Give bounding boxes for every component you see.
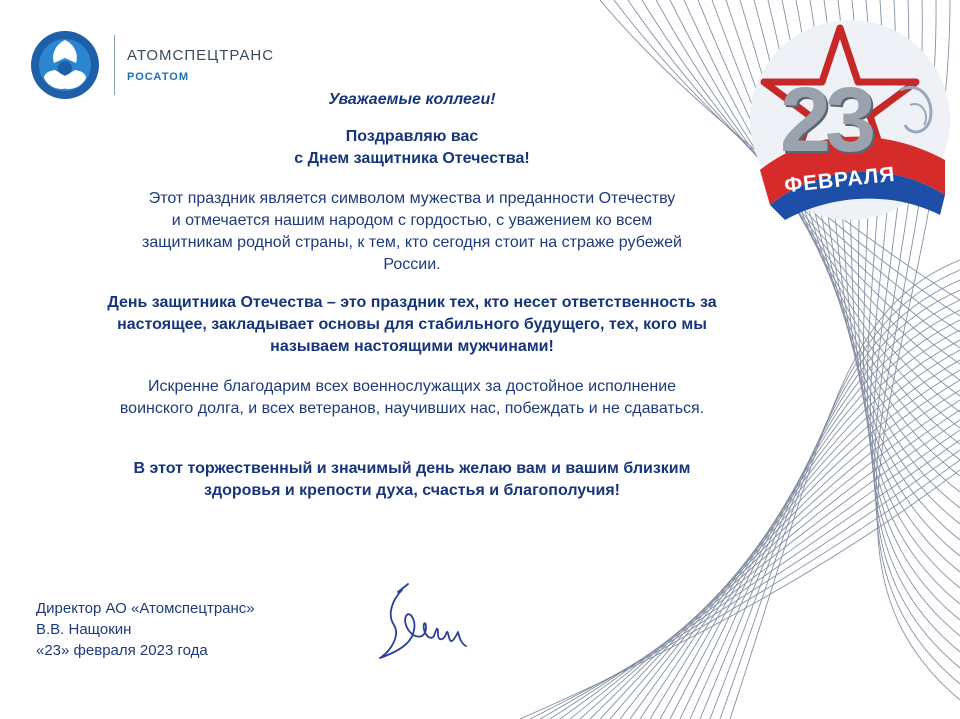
logo-group-name: РОСАТОМ xyxy=(127,71,189,83)
congrats-line: Поздравляю вас xyxy=(345,128,479,145)
paragraph-symbol xyxy=(30,188,794,276)
paragraph-line: воинского долга, и всех ветеранов, научивших нас, побеждать и не сдаваться. xyxy=(119,400,705,417)
signatory-block xyxy=(36,598,255,661)
salutation: Уважаемые коллеги! xyxy=(328,91,496,108)
badge-day-number: 23 xyxy=(779,69,871,171)
paragraph-gratitude xyxy=(30,376,794,420)
logo-company-name: АТОМСПЕЦТРАНС xyxy=(127,47,275,64)
handwritten-signature-icon xyxy=(372,580,482,680)
badge-month-label: ФЕВРАЛЯ xyxy=(783,162,897,198)
signature-date: «23» февраля 2023 года xyxy=(36,642,208,659)
logo-text xyxy=(127,47,274,83)
paragraph-line: и отмечается нашим народом с гордостью, с уважением ко всем xyxy=(171,212,653,229)
signatory-name: В.В. Нащокин xyxy=(36,621,132,638)
letter-body xyxy=(30,88,794,502)
paragraph-line: Искренне благодарим всех военнослужащих за достойное исполнение xyxy=(147,378,677,395)
paragraph-line: называем настоящими мужчинами! xyxy=(270,338,554,355)
paragraph-line: настоящее, закладывает основы для стабильного будущего, тех, кого мы xyxy=(117,316,707,333)
paragraph-wishes xyxy=(30,458,794,502)
paragraph-line: В этот торжественный и значимый день желаю вам и вашим близким xyxy=(133,460,691,477)
paragraph-responsibility xyxy=(30,292,794,358)
paragraph-line: защитникам родной страны, к тем, кто сегодня стоит на страже рубежей xyxy=(142,234,682,251)
congratulation-heading xyxy=(30,126,794,170)
paragraph-line: России. xyxy=(383,256,441,273)
signatory-position: Директор АО «Атомспецтранс» xyxy=(36,600,255,617)
congrats-line: с Днем защитника Отечества! xyxy=(294,150,530,167)
paragraph-line: День защитника Отечества – это праздник тех, кто несет ответственность за xyxy=(107,294,717,311)
paragraph-line: Этот праздник является символом мужества и преданности Отечеству xyxy=(148,190,676,207)
logo-divider xyxy=(114,35,115,95)
paragraph-line: здоровья и крепости духа, счастья и благополучия! xyxy=(204,482,620,499)
